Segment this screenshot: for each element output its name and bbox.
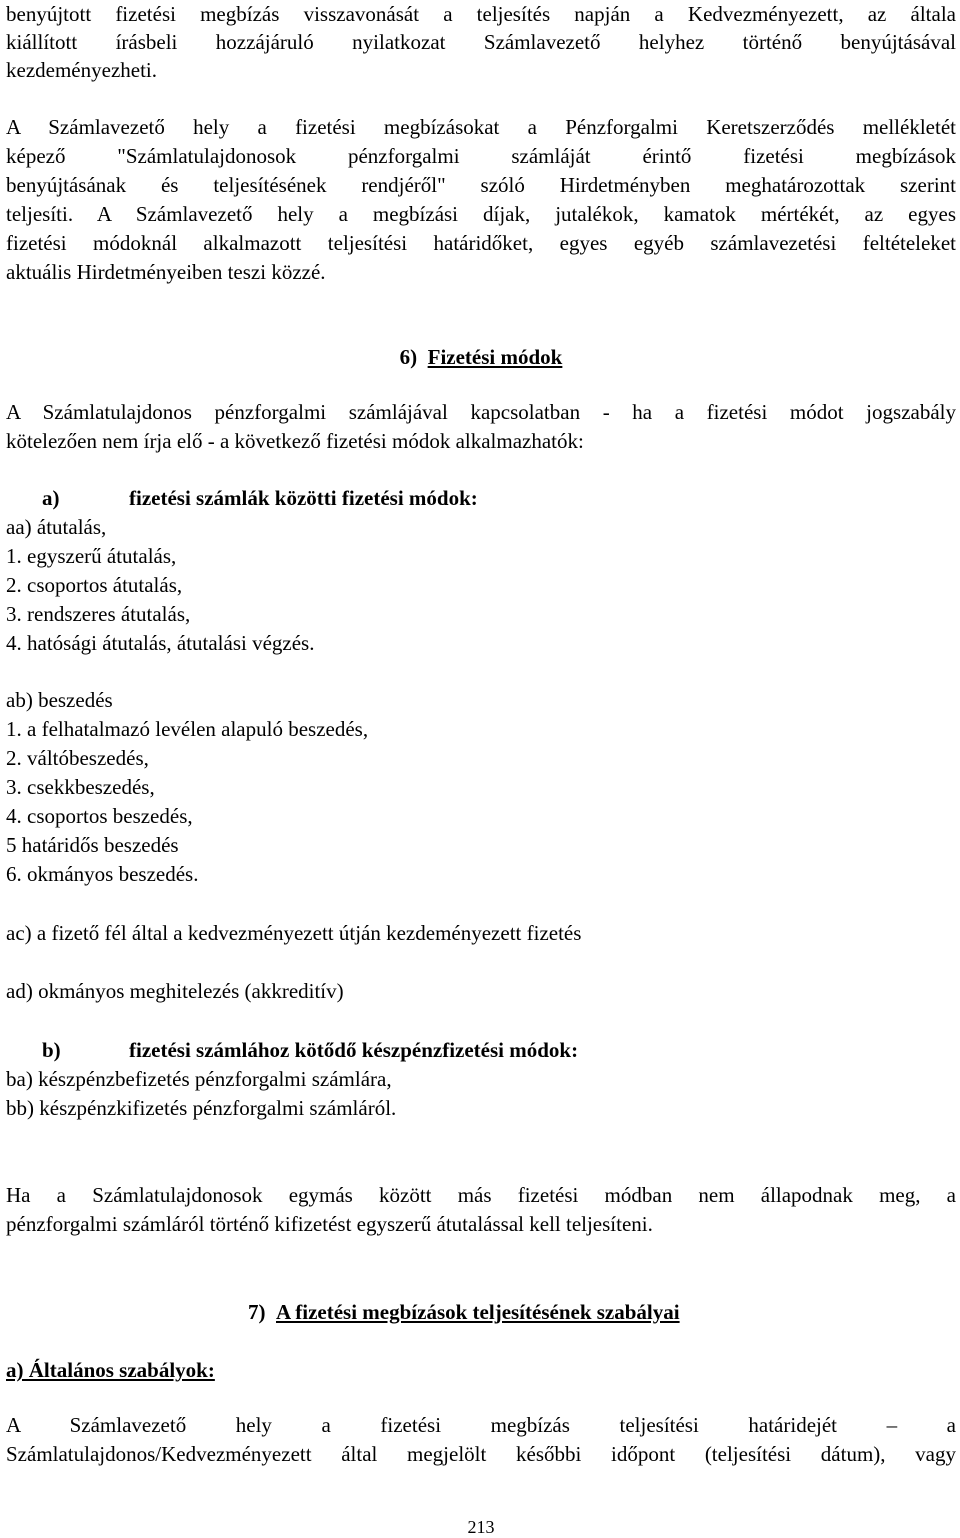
paragraph-line: A Számlavezető hely a fizetési megbízásokat a Pénzforgalmi Keretszerződés mellékletét [6,115,956,139]
list-item: 1. egyszerű átutalás, [6,544,177,568]
list-item: 5 határidős beszedés [6,833,179,857]
subsection-heading [6,1356,956,1384]
list-item: ba) készpénzbefizetés pénzforgalmi számlára, [6,1067,392,1091]
subsection-title: a) Általános szabályok: [6,1358,215,1382]
paragraph-line: Számlatulajdonos/Kedvezményezett által megjelölt későbbi időpont (teljesítési dátum), vagy [6,1442,956,1466]
list-heading: ab) beszedés [6,688,113,712]
section-number: 7) [248,1300,266,1324]
paragraph-line: benyújtott fizetési megbízás visszavonását a teljesítés napján a Kedvezményezett, az általa [6,2,956,26]
list-heading: ad) okmányos meghitelezés (akkreditív) [6,979,344,1003]
page-number: 213 [467,1517,495,1537]
subsection-label: a) [42,486,60,510]
paragraph-line: kötelezően nem írja elő - a következő fizetési módok alkalmazhatók: [6,429,584,453]
section-number: 6) [399,345,418,369]
list-heading: aa) átutalás, [6,515,107,539]
section-title: Fizetési módok [427,345,563,369]
list-heading: ac) a fizető fél által a kedvezményezett útján kezdeményezett fizetés [6,921,582,945]
paragraph-line: kiállított írásbeli hozzájáruló nyilatkozat Számlavezető helyhez történő benyújtásával [6,30,956,54]
list-item: 2. váltóbeszedés, [6,746,149,770]
subsection-title: fizetési számlák közötti fizetési módok: [129,486,478,510]
document-page [6,0,956,1537]
section-title: A fizetési megbízások teljesítésének szabályai [276,1300,680,1324]
subsection-heading-b [6,1036,956,1064]
subsection-label: b) [42,1038,61,1062]
list-item: 4. hatósági átutalás, átutalási végzés. [6,631,315,655]
paragraph-line: A Számlavezető hely a fizetési megbízás teljesítési határidejét – a [6,1413,956,1437]
paragraph-line: kezdeményezheti. [6,58,157,82]
list-item: 3. csekkbeszedés, [6,775,155,799]
paragraph-line: benyújtásának és teljesítésének rendjéről" szóló Hirdetményben meghatározottak szerint [6,173,956,197]
list-item: 1. a felhatalmazó levélen alapuló beszedés, [6,717,369,741]
paragraph-line: teljesíti. A Számlavezető hely a megbízási díjak, jutalékok, kamatok mértékét, az egyes [6,202,956,226]
list-item: 6. okmányos beszedés. [6,862,199,886]
paragraph-line: képező "Számlatulajdonosok pénzforgalmi számláját érintő fizetési megbízások [6,144,956,168]
paragraph-line: fizetési módoknál alkalmazott teljesítési határidőket, egyes egyéb számlavezetési feltételeket [6,231,956,255]
paragraph-line: Ha a Számlatulajdonosok egymás között más fizetési módban nem állapodnak meg, a [6,1183,956,1207]
subsection-title: fizetési számlához kötődő készpénzfizetési módok: [129,1038,579,1062]
subsection-heading-a [6,484,956,512]
paragraph-line: pénzforgalmi számláról történő kifizetést egyszerű átutalással kell teljesíteni. [6,1212,653,1236]
paragraph-line: A Számlatulajdonos pénzforgalmi számlájával kapcsolatban - ha a fizetési módot jogszabály [6,400,956,424]
list-item: 2. csoportos átutalás, [6,573,183,597]
section-heading [248,1298,948,1326]
section-heading [6,343,956,371]
list-item: 4. csoportos beszedés, [6,804,193,828]
list-item: bb) készpénzkifizetés pénzforgalmi számláról. [6,1096,397,1120]
paragraph-line: aktuális Hirdetményeiben teszi közzé. [6,260,326,284]
list-item: 3. rendszeres átutalás, [6,602,191,626]
